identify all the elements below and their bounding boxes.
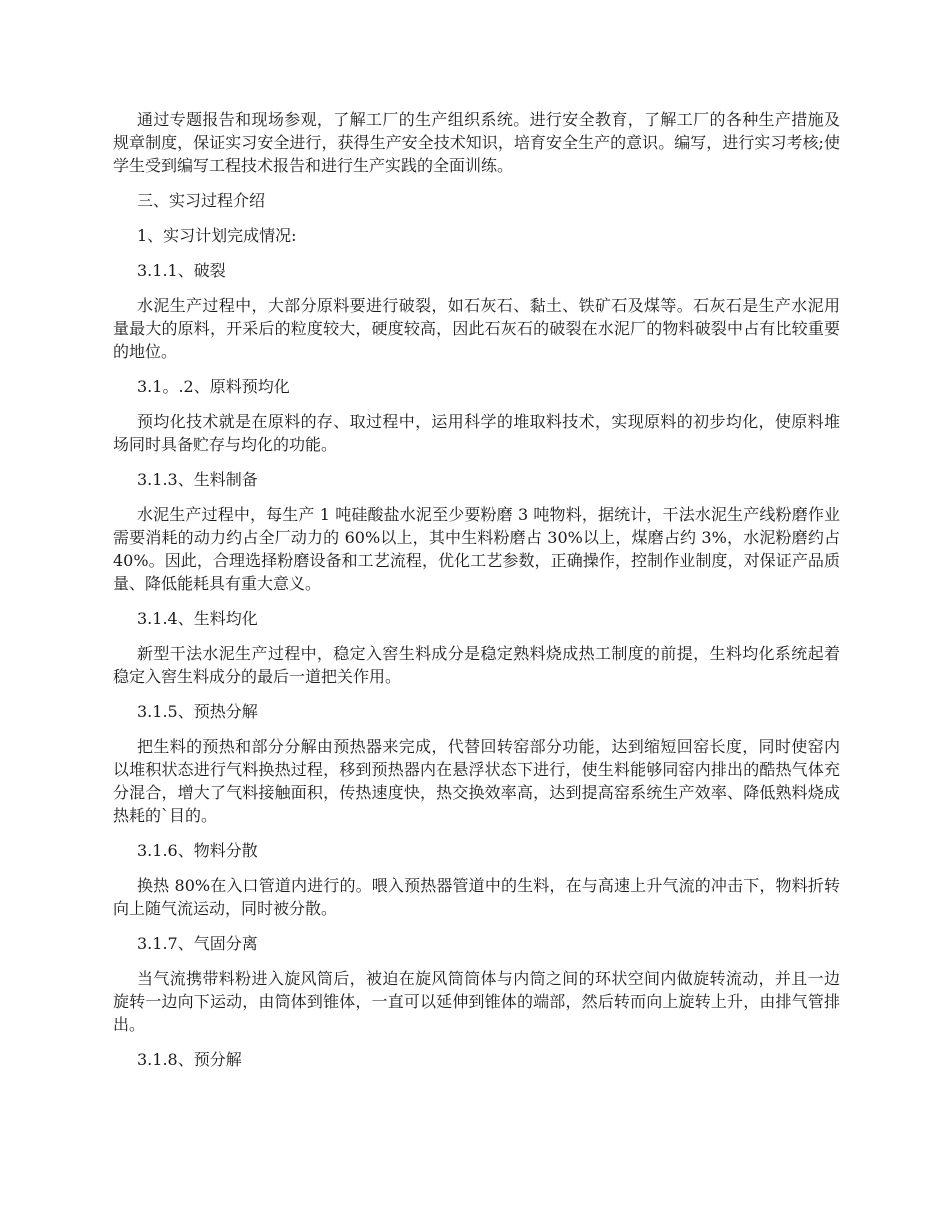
heading-precalcination: 3.1.8、预分解: [137, 1050, 242, 1069]
document-page: [113, 108, 840, 1083]
heading-raw-meal-preparation: 3.1.3、生料制备: [137, 470, 258, 489]
heading-crushing: 3.1.1、破裂: [137, 261, 226, 280]
paragraph-raw-meal-preparation: 水泥生产过程中，每生产 1 吨硅酸盐水泥至少要粉磨 3 吨物料，据统计，干法水泥生产线粉磨作业需要消耗的动力约占全厂动力的 60%以上，其中生料粉磨占 30%以上，煤磨占约 3%，水泥粉磨约占 40%。因此，合理选择粉磨设备和工艺流程，优化工艺参数，正确操作，控制作业制度，对保证产品质量、降低能耗具有重大意义。: [113, 505, 840, 593]
paragraph-prehomogenization: 预均化技术就是在原料的存、取过程中，运用科学的堆取料技术，实现原料的初步均化，使原料堆场同时具备贮存与均化的功能。: [113, 412, 840, 454]
paragraph-material-dispersion: 换热 80%在入口管道内进行的。喂入预热器管道中的生料，在与高速上升气流的冲击下，物料折转向上随气流运动，同时被分散。: [113, 876, 840, 918]
heading-prehomogenization: 3.1。.2、原料预均化: [137, 377, 290, 396]
heading-gas-solid-separation: 3.1.7、气固分离: [137, 934, 258, 953]
heading-material-dispersion: 3.1.6、物料分散: [137, 841, 258, 860]
section-heading-internship-process: 三、实习过程介绍: [137, 191, 266, 210]
paragraph-raw-meal-homogenization: 新型干法水泥生产过程中，稳定入窖生料成分是稳定熟料烧成热工制度的前提，生料均化系统起着稳定入窖生料成分的最后一道把关作用。: [113, 644, 840, 686]
paragraph-preheating-decomposition: 把生料的预热和部分分解由预热器来完成，代替回转窑部分功能，达到缩短回窑长度，同时使窑内以堆积状态进行气料换热过程，移到预热器内在悬浮状态下进行，使生料能够同窑内排出的酷热气体充分混合，增大了气料接触面积，传热速度快，热交换效率高，达到提高窑系统生产效率、降低熟料烧成热耗的`目的。: [113, 737, 840, 825]
subsection-heading-plan-completion: 1、实习计划完成情况:: [137, 226, 297, 245]
heading-preheating-decomposition: 3.1.5、预热分解: [137, 702, 258, 721]
intro-paragraph: 通过专题报告和现场参观，了解工厂的生产组织系统。进行安全教育，了解工厂的各种生产措施及规章制度，保证实习安全进行，获得生产安全技术知识，培育安全生产的意识。编写，进行实习考核;使学生受到编写工程技术报告和进行生产实践的全面训练。: [113, 110, 840, 175]
heading-raw-meal-homogenization: 3.1.4、生料均化: [137, 609, 258, 628]
paragraph-crushing: 水泥生产过程中，大部分原料要进行破裂，如石灰石、黏土、铁矿石及煤等。石灰石是生产水泥用量最大的原料，开采后的粒度较大，硬度较高，因此石灰石的破裂在水泥厂的物料破裂中占有比较重要的地位。: [113, 296, 840, 361]
paragraph-gas-solid-separation: 当气流携带料粉进入旋风筒后，被迫在旋风筒筒体与内筒之间的环状空间内做旋转流动，并且一边旋转一边向下运动，由筒体到锥体，一直可以延伸到锥体的端部，然后转而向上旋转上升，由排气管排出。: [113, 969, 840, 1034]
